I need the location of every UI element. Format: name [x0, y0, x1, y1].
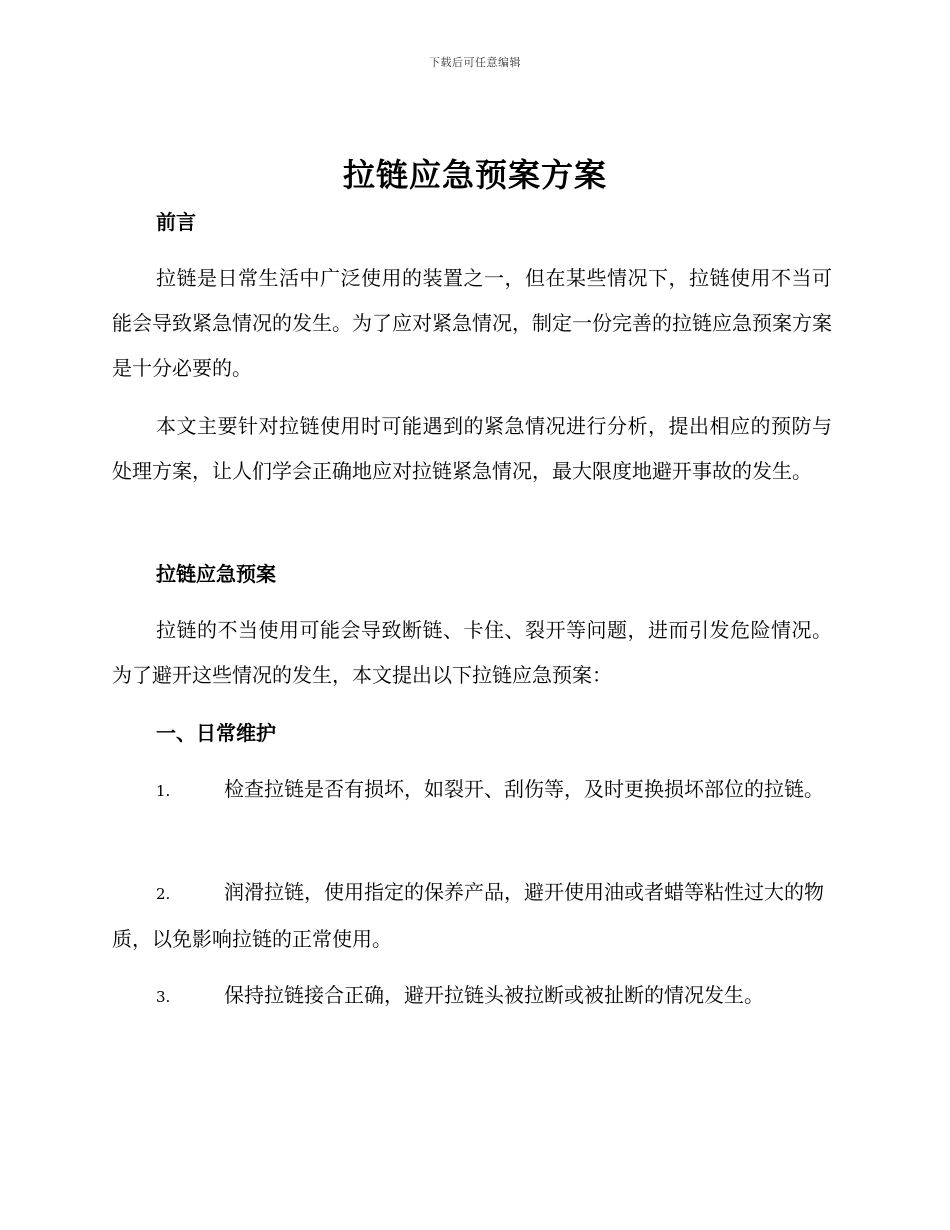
list-item-text: 润滑拉链，使用指定的保养产品，避开使用油或者蜡等粘性过大的物质，以免影响拉链的正常使用。	[112, 880, 824, 951]
list-item-text: 保持拉链接合正确，避开拉链头被拉断或被扯断的情况发生。	[224, 983, 764, 1007]
plan-heading: 拉链应急预案	[156, 562, 276, 586]
list-item-number: 2.	[156, 885, 171, 903]
list-item	[112, 973, 832, 1020]
preface-paragraph-2: 本文主要针对拉链使用时可能遇到的紧急情况进行分析，提出相应的预防与处理方案，让人们学会正确地应对拉链紧急情况，最大限度地避开事故的发生。	[112, 414, 832, 483]
list-item	[112, 870, 832, 962]
preface-paragraph-1: 拉链是日常生活中广泛使用的装置之一，但在某些情况下，拉链使用不当可能会导致紧急情况的发生。为了应对紧急情况，制定一份完善的拉链应急预案方案是十分必要的。	[112, 266, 832, 380]
list-item-text: 检查拉链是否有损坏，如裂开、刮伤等，及时更换损坏部位的拉链。	[224, 777, 824, 801]
list-item	[112, 767, 832, 814]
preface-heading: 前言	[156, 210, 196, 234]
list-item-number: 3.	[156, 988, 171, 1006]
header-note: 下载后可任意编辑	[429, 56, 521, 69]
section-heading-daily-maintenance: 一、日常维护	[156, 721, 276, 745]
plan-paragraph: 拉链的不当使用可能会导致断链、卡住、裂开等问题，进而引发危险情况。为了避开这些情况的发生，本文提出以下拉链应急预案：	[112, 618, 832, 687]
document-title: 拉链应急预案方案	[342, 156, 607, 194]
list-item-number: 1.	[156, 782, 171, 800]
